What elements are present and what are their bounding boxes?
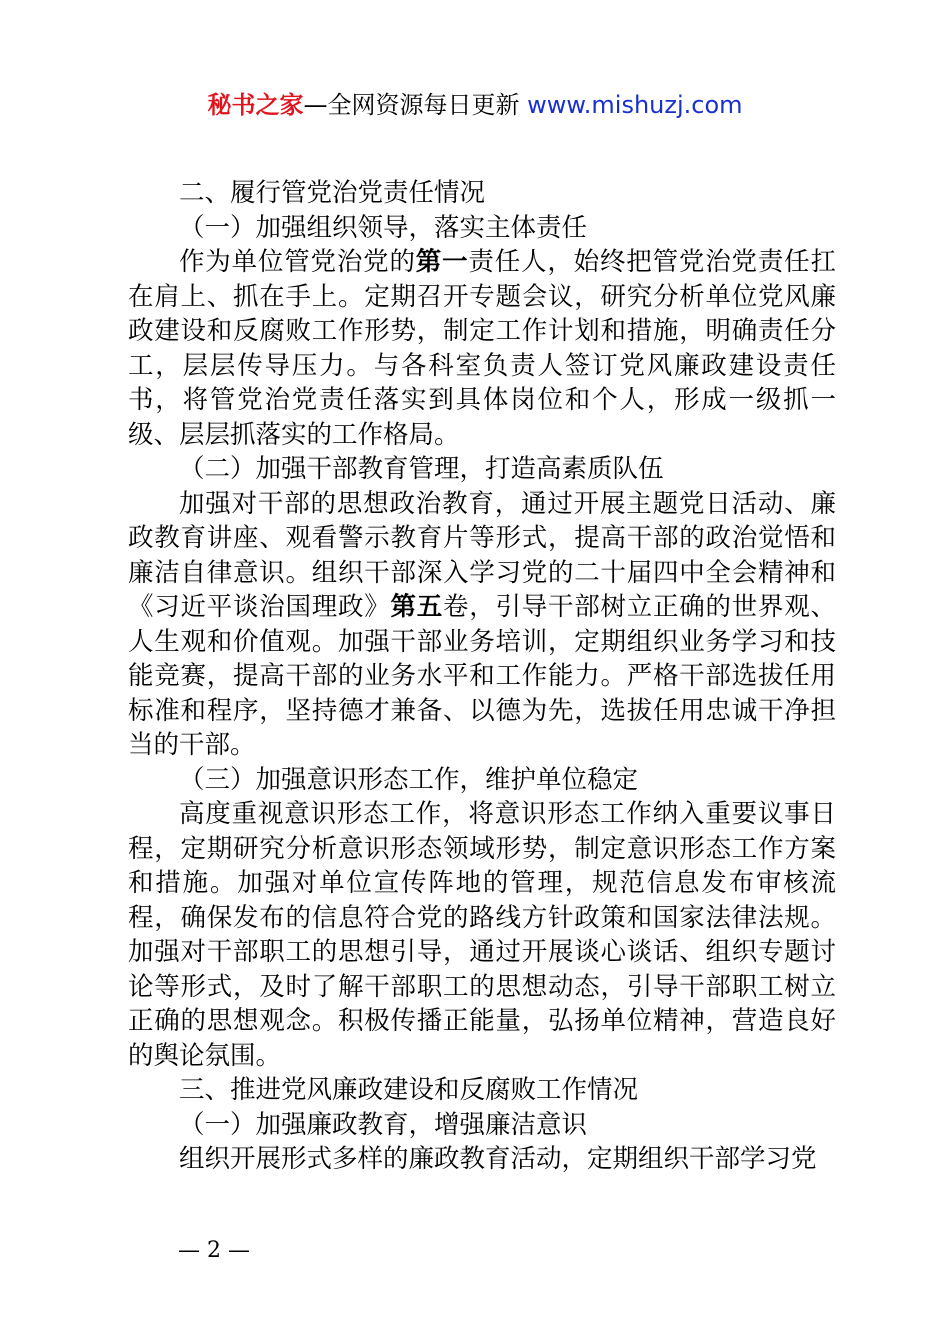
website-url[interactable]: www.mishuzj.com — [527, 91, 743, 119]
paragraph-text: 作为单位管党治党的 — [179, 247, 416, 277]
paragraph-text: 责任人，始终把管党治党责任扛在肩上、抓在手上。定期召开专题会议，研究分析单位党风廉政建设和反腐败工作形势，制定工作计划和措施，明确责任分工，层层传导压力。与各科室负责人签订党风廉政建设责任书，将管党治党责任落实到具体岗位和个人，形成一级抓一级、层层抓落实的工作格局。 — [128, 247, 836, 450]
document-body — [128, 176, 836, 1177]
paragraph-cadre-education — [128, 487, 836, 763]
subsection-heading-3-1: （一）加强廉政教育，增强廉洁意识 — [179, 1109, 588, 1140]
bold-text: 第五 — [390, 592, 443, 622]
page-number: — 2 — — [178, 1238, 250, 1263]
document-header — [0, 88, 950, 122]
paragraph-text: 卷，引导干部树立正确的世界观、人生观和价值观。加强干部业务培训，定期组织业务学习和技能竞赛，提高干部的业务水平和工作能力。严格干部选拔任用标准和程序，坚持德才兼备、以德为先，选拔任用忠诚干净担当的干部。 — [128, 592, 836, 760]
paragraph-text: 加强对干部的思想政治教育，通过开展主题党日活动、廉政教育讲座、观看警示教育片等形式，提高干部的政治觉悟和廉洁自律意识。组织干部深入学习党的二十届四中全会精神和《习近平谈治国理政》 — [128, 488, 836, 622]
paragraph-organization-leadership — [128, 245, 836, 452]
section-heading-3: 三、推进党风廉政建设和反腐败工作情况 — [179, 1075, 639, 1105]
paragraph-ideology-work: 高度重视意识形态工作，将意识形态工作纳入重要议事日程，定期研究分析意识形态领域形势，制定意识形态工作方案和措施。加强对单位宣传阵地的管理，规范信息发布审核流程，确保发布的信息符合党的路线方针政策和国家法律法规。加强对干部职工的思想引导，通过开展谈心谈话、组织专题讨论等形式，及时了解干部职工的思想动态，引导干部职工树立正确的思想观念。积极传播正能量，弘扬单位精神，营造良好的舆论氛围。 — [128, 799, 836, 1071]
subsection-heading-2-1: （一）加强组织领导，落实主体责任 — [179, 212, 588, 243]
subsection-heading-2-3: （三）加强意识形态工作，维护单位稳定 — [179, 764, 639, 795]
subsection-heading-2-2: （二）加强干部教育管理，打造高素质队伍 — [179, 454, 664, 484]
section-heading-2: 二、履行管党治党责任情况 — [179, 178, 486, 208]
paragraph-integrity-education: 组织开展形式多样的廉政教育活动，定期组织干部学习党 — [179, 1144, 817, 1174]
brand-name: 秘书之家 — [207, 91, 304, 119]
header-tagline: —全网资源每日更新 — [303, 91, 528, 119]
bold-text: 第一 — [415, 247, 469, 277]
